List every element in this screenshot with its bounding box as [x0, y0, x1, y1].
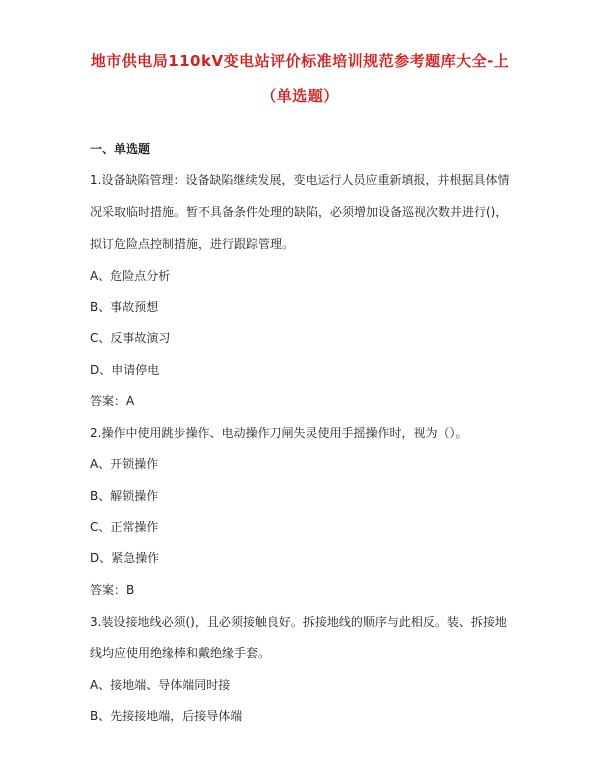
question-2-option-c: C、正常操作	[90, 520, 159, 534]
question-3-stem-line-1: 3.装设接地线必须()，且必须接触良好。拆接地线的顺序与此相反。装、拆接地	[90, 615, 507, 629]
question-1-stem-line-1: 1.设备缺陷管理：设备缺陷继续发展，变电运行人员应重新填报，并根据具体情	[90, 173, 510, 187]
question-1-option-c: C、反事故演习	[90, 331, 171, 345]
question-3-option-b: B、先接接地端，后接导体端	[90, 709, 243, 723]
question-2-option-a: A、开锁操作	[90, 457, 159, 471]
question-2-stem-line-1: 2.操作中使用跳步操作、电动操作刀闸失灵使用手摇操作时，视为（）。	[90, 426, 468, 440]
question-1-answer: 答案：A	[90, 394, 135, 408]
question-2-option-d: D、紧急操作	[90, 551, 160, 565]
question-3-option-a: A、接地端、导体端同时接	[90, 678, 231, 692]
question-1-stem-line-2: 况采取临时措施。暂不具备条件处理的缺陷，必须增加设备巡视次数并进行()，	[90, 205, 508, 219]
question-1-option-d: D、申请停电	[90, 363, 160, 377]
question-3-stem-line-2: 线均应使用绝缘棒和戴绝缘手套。	[90, 646, 271, 660]
section-heading: 一、单选题	[90, 142, 151, 156]
document-subtitle: （单选题）	[261, 87, 339, 105]
document-title: 地市供电局110kV变电站评价标准培训规范参考题库大全-上	[90, 52, 510, 70]
question-2-option-b: B、解锁操作	[90, 489, 159, 503]
question-2-answer: 答案：B	[90, 583, 135, 597]
question-1-stem-line-3: 拟订危险点控制措施，进行跟踪管理。	[90, 237, 295, 251]
question-1-option-b: B、事故预想	[90, 300, 159, 314]
question-1-option-a: A、危险点分析	[90, 269, 171, 283]
